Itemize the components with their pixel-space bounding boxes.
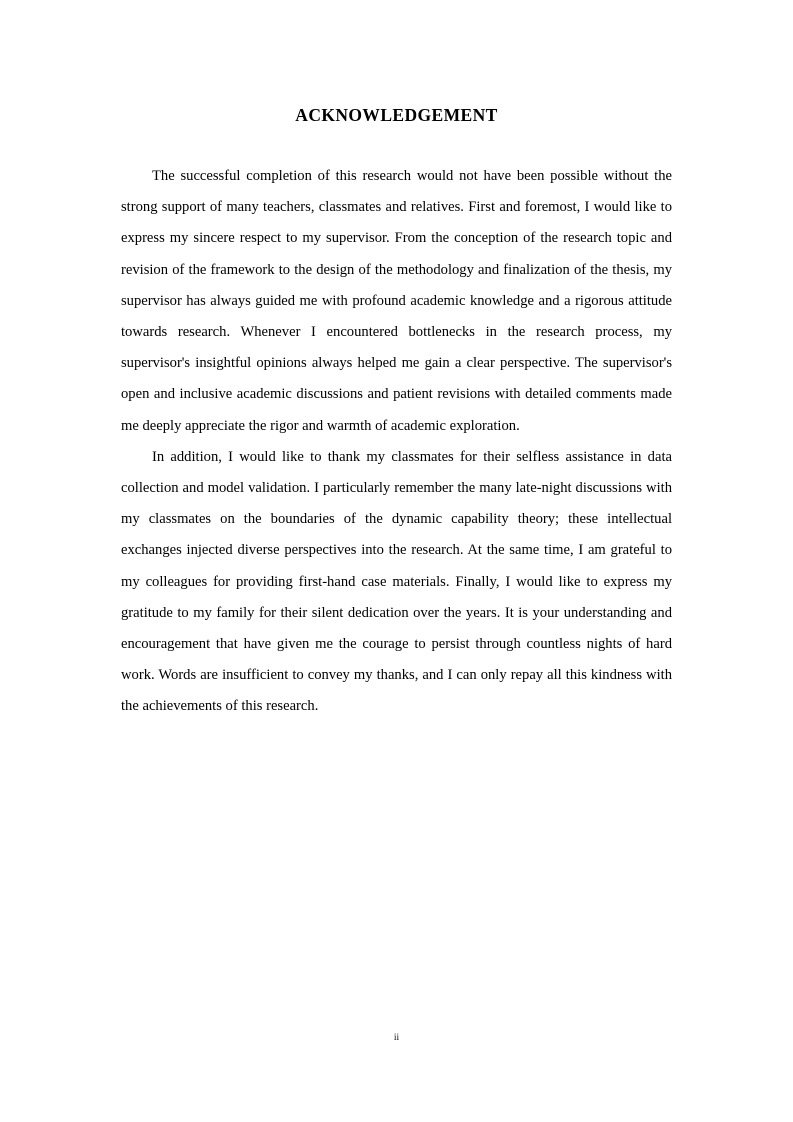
- paragraph: The successful completion of this research would not have been possible without the strong support of many teachers, classmates and relatives. First and foremost, I would like to express my sincere respect to my supervisor. From the conception of the research topic and revision of the framework to the design of the methodology and finalization of the thesis, my supervisor has always guided me with profound academic knowledge and a rigorous attitude towards research. Whenever I encountered bottlenecks in the research process, my supervisor's insightful opinions always helped me gain a clear perspective. The supervisor's open and inclusive academic discussions and patient revisions with detailed comments made me deeply appreciate the rigor and warmth of academic exploration.: [121, 168, 672, 434]
- page-title: ACKNOWLEDGEMENT: [295, 105, 498, 125]
- page-number: ii: [393, 1033, 400, 1043]
- body-text: [121, 161, 672, 723]
- paragraph: In addition, I would like to thank my classmates for their selfless assistance in data collection and model validation. I particularly remember the many late-night discussions with my classmates on the boundaries of the dynamic capability theory; these intellectual exchanges injected diverse perspectives into the research. At the same time, I am grateful to my colleagues for providing first-hand case materials. Finally, I would like to express my gratitude to my family for their silent dedication over the years. It is your understanding and encouragement that have given me the courage to persist through countless nights of hard work. Words are insufficient to convey my thanks, and I can only repay all this kindness with the achievements of this research.: [121, 448, 672, 715]
